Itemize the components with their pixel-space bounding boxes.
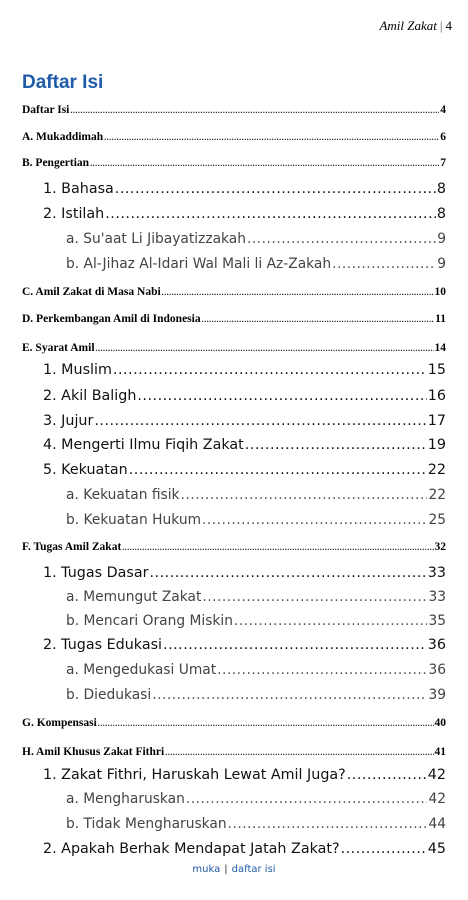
toc-entry-page: 4	[440, 104, 446, 116]
toc-entry-label: G. Kompensasi	[22, 717, 97, 729]
toc-entry[interactable]	[43, 767, 446, 783]
toc-entry-label: 2. Akil Baligh	[43, 388, 137, 404]
toc-entry-page: 6	[440, 131, 446, 143]
toc-entry[interactable]	[43, 462, 446, 478]
header-separator: |	[439, 18, 443, 33]
dot-leader	[122, 543, 433, 552]
toc-entry-page: 11	[435, 313, 446, 325]
toc-entry-label: a. Memungut Zakat	[66, 589, 202, 605]
toc-entry-page: 39	[428, 687, 446, 703]
toc-entry-label: 1. Bahasa	[43, 181, 114, 197]
dot-leader	[217, 662, 427, 678]
toc-entry[interactable]	[22, 131, 446, 143]
toc-entry-label: C. Amil Zakat di Masa Nabi	[22, 286, 161, 298]
dot-leader	[94, 413, 426, 429]
toc-entry-label: b. Tidak Mengharuskan	[66, 816, 227, 832]
toc-entry[interactable]	[22, 717, 446, 729]
dot-leader	[70, 106, 439, 115]
toc-entry[interactable]	[22, 286, 446, 298]
toc-entry-label: D. Perkembangan Amil di Indonesia	[22, 313, 201, 325]
dot-leader	[137, 388, 426, 404]
dot-leader	[90, 159, 439, 168]
toc-entry[interactable]	[43, 206, 446, 222]
toc-entry-page: 32	[434, 541, 446, 553]
toc-entry-label: 1. Muslim	[43, 362, 112, 378]
toc-entry-label: b. Diedukasi	[66, 687, 152, 703]
toc-entry-page: 40	[434, 717, 446, 729]
dot-leader	[234, 613, 427, 629]
toc-entry-page: 42	[427, 767, 446, 783]
toc-entry-label: 4. Mengerti Ilmu Fiqih Zakat	[43, 437, 244, 453]
dot-leader	[181, 487, 428, 503]
toc-entry-label: 1. Zakat Fithri, Haruskah Lewat Amil Juga?	[43, 767, 346, 783]
toc-entry-page: 22	[427, 462, 446, 478]
toc-entry[interactable]	[43, 565, 446, 581]
toc-entry-page: 44	[428, 816, 446, 832]
toc-entry[interactable]	[22, 746, 446, 758]
dot-leader	[104, 133, 439, 142]
dot-leader	[115, 181, 436, 197]
toc-entry-label: Daftar Isi	[22, 104, 70, 116]
toc-link[interactable]: daftar isi	[231, 864, 276, 875]
toc-entry-page: 17	[427, 413, 446, 429]
toc-entry[interactable]	[43, 362, 446, 378]
toc-entry-page: 9	[437, 256, 446, 272]
dot-leader	[98, 719, 434, 728]
toc-entry[interactable]	[22, 541, 446, 553]
toc-entry-page: 8	[436, 206, 446, 222]
toc-entry[interactable]	[66, 589, 446, 605]
toc-entry-page: 14	[434, 342, 446, 354]
front-page-link[interactable]: muka	[192, 864, 221, 875]
toc-entry[interactable]	[66, 613, 446, 629]
toc-entry[interactable]	[22, 342, 446, 354]
toc-entry-label: a. Mengharuskan	[66, 791, 185, 807]
page-number: 4	[445, 18, 452, 33]
toc-entry-page: 36	[428, 662, 446, 678]
toc-entry[interactable]	[22, 313, 446, 325]
toc-entry-page: 16	[427, 388, 446, 404]
toc-entry-page: 8	[436, 181, 446, 197]
toc-entry-label: B. Pengertian	[22, 157, 90, 169]
toc-entry-label: 2. Istilah	[43, 206, 105, 222]
toc-entry-label: 2. Tugas Edukasi	[43, 637, 163, 653]
toc-entry[interactable]	[66, 816, 446, 832]
dot-leader	[113, 362, 427, 378]
dot-leader	[341, 841, 427, 857]
toc-entry-label: b. Al-Jihaz Al-Idari Wal Mali li Az-Zakah	[66, 256, 332, 272]
toc-entry[interactable]	[43, 637, 446, 653]
toc-entry[interactable]	[66, 662, 446, 678]
toc-entry-label: H. Amil Khusus Zakat Fithri	[22, 746, 165, 758]
toc-entry-label: 2. Apakah Berhak Mendapat Jatah Zakat?	[43, 841, 340, 857]
toc-entry[interactable]	[43, 388, 446, 404]
dot-leader	[202, 315, 435, 324]
toc-entry[interactable]	[66, 231, 446, 247]
running-title: Amil Zakat	[379, 18, 437, 33]
toc-entry-page: 19	[427, 437, 446, 453]
dot-leader	[162, 288, 434, 297]
toc-entry-page: 41	[434, 746, 446, 758]
toc-entry-label: 1. Tugas Dasar	[43, 565, 149, 581]
dot-leader	[152, 687, 427, 703]
toc-entry-label: b. Kekuatan Hukum	[66, 512, 202, 528]
dot-leader	[245, 437, 427, 453]
toc-entry[interactable]	[43, 437, 446, 453]
toc-entry-page: 45	[427, 841, 446, 857]
toc-entry-page: 33	[428, 589, 446, 605]
dot-leader	[165, 748, 433, 757]
toc-entry-label: 3. Jujur	[43, 413, 94, 429]
dot-leader	[150, 565, 427, 581]
dot-leader	[186, 791, 428, 807]
dot-leader	[129, 462, 427, 478]
toc-entry-page: 15	[427, 362, 446, 378]
toc-entry[interactable]	[66, 487, 446, 503]
toc-entry-label: b. Mencari Orang Miskin	[66, 613, 233, 629]
dot-leader	[247, 231, 436, 247]
dot-leader	[332, 256, 436, 272]
running-header	[379, 18, 452, 34]
toc-entry[interactable]	[22, 157, 446, 169]
toc-entry[interactable]	[43, 181, 446, 197]
toc-entry[interactable]	[22, 104, 446, 116]
dot-leader	[202, 512, 427, 528]
toc-entry-page: 36	[427, 637, 446, 653]
footer-separator: |	[224, 864, 228, 875]
toc-entry-page: 35	[428, 613, 446, 629]
toc-entry-label: E. Syarat Amil	[22, 342, 95, 354]
dot-leader	[202, 589, 427, 605]
toc-entry[interactable]	[43, 841, 446, 857]
toc-entry-label: a. Mengedukasi Umat	[66, 662, 217, 678]
footer-nav	[0, 864, 468, 875]
toc-entry-page: 42	[428, 791, 446, 807]
toc-entry-page: 9	[437, 231, 446, 247]
toc-entry-page: 10	[434, 286, 446, 298]
toc-entry-label: A. Mukaddimah	[22, 131, 104, 143]
toc-entry-page: 22	[428, 487, 446, 503]
toc-entry[interactable]	[66, 512, 446, 528]
toc-entry[interactable]	[66, 687, 446, 703]
dot-leader	[347, 767, 427, 783]
page-title: Daftar Isi	[22, 72, 104, 93]
toc-entry-label: F. Tugas Amil Zakat	[22, 541, 122, 553]
toc-entry-label: 5. Kekuatan	[43, 462, 128, 478]
dot-leader	[105, 206, 436, 222]
toc-entry-label: a. Kekuatan fisik	[66, 487, 180, 503]
dot-leader	[228, 816, 428, 832]
dot-leader	[96, 344, 434, 353]
toc-entry-page: 7	[440, 157, 446, 169]
toc-entry-label: a. Su'aat Li Jibayatizzakah	[66, 231, 246, 247]
toc-entry-page: 33	[427, 565, 446, 581]
toc-entry[interactable]	[43, 413, 446, 429]
toc-entry-page: 25	[428, 512, 446, 528]
dot-leader	[163, 637, 427, 653]
toc-entry[interactable]	[66, 256, 446, 272]
toc-entry[interactable]	[66, 791, 446, 807]
